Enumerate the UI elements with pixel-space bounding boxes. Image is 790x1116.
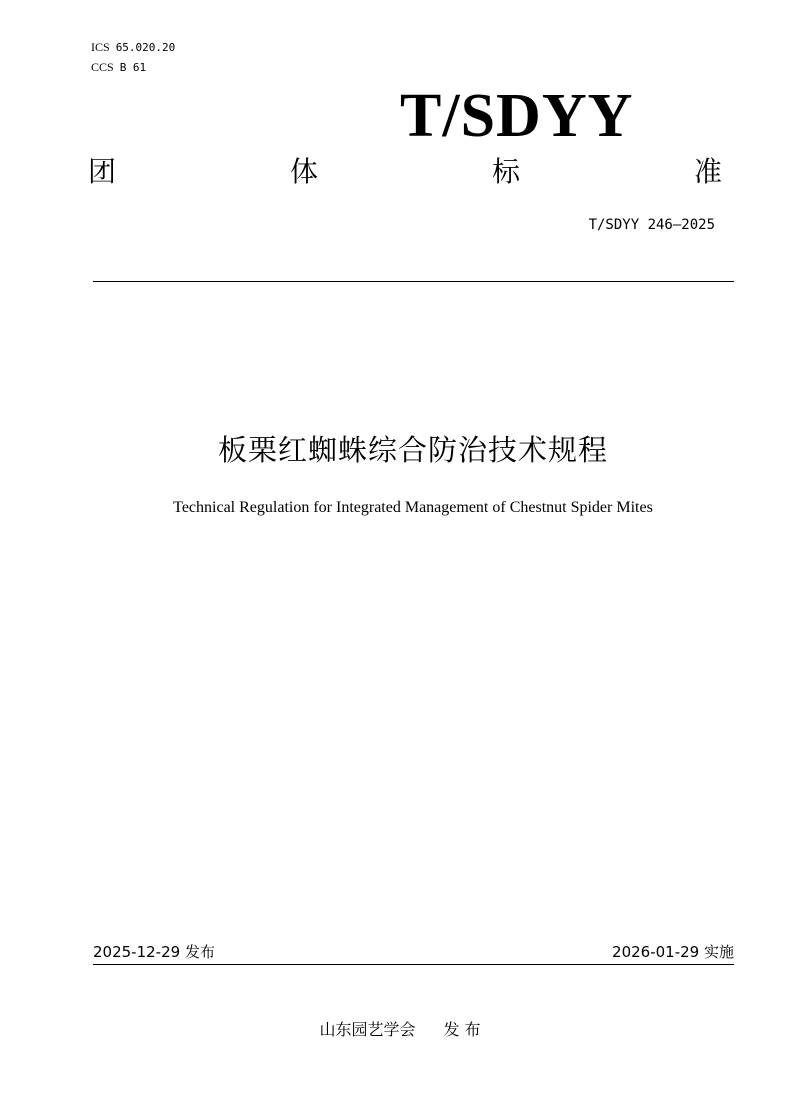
ccs-label: CCS <box>91 60 114 74</box>
standard-type-char-4: 准 <box>694 155 723 188</box>
issue-date: 2025-12-29 发布 <box>93 943 215 961</box>
publisher-name: 山东园艺学会 <box>319 1020 416 1039</box>
ics-value: 65.020.20 <box>115 41 176 54</box>
standard-type-char-1: 团 <box>88 155 117 188</box>
publisher-action: 发 布 <box>443 1020 481 1039</box>
standard-code-logo: T/SDYY <box>400 82 634 150</box>
top-divider <box>93 281 734 282</box>
implementation-date: 2026-01-29 实施 <box>612 943 734 961</box>
ccs-line <box>91 60 146 75</box>
ics-label: ICS <box>91 40 110 54</box>
document-title-english: Technical Regulation for Integrated Management of Chestnut Spider Mites <box>173 499 653 516</box>
ccs-value: B 61 <box>119 61 147 74</box>
standard-type-char-3: 标 <box>492 155 521 188</box>
standard-type-heading <box>88 152 730 196</box>
document-title-chinese: 板栗红蜘蛛综合防治技术规程 <box>217 433 608 467</box>
publisher-line <box>0 1019 790 1041</box>
standard-type-char-2: 体 <box>290 155 319 188</box>
bottom-divider <box>93 964 734 965</box>
ics-line <box>91 40 175 55</box>
standard-number: T/SDYY 246—2025 <box>588 217 715 233</box>
